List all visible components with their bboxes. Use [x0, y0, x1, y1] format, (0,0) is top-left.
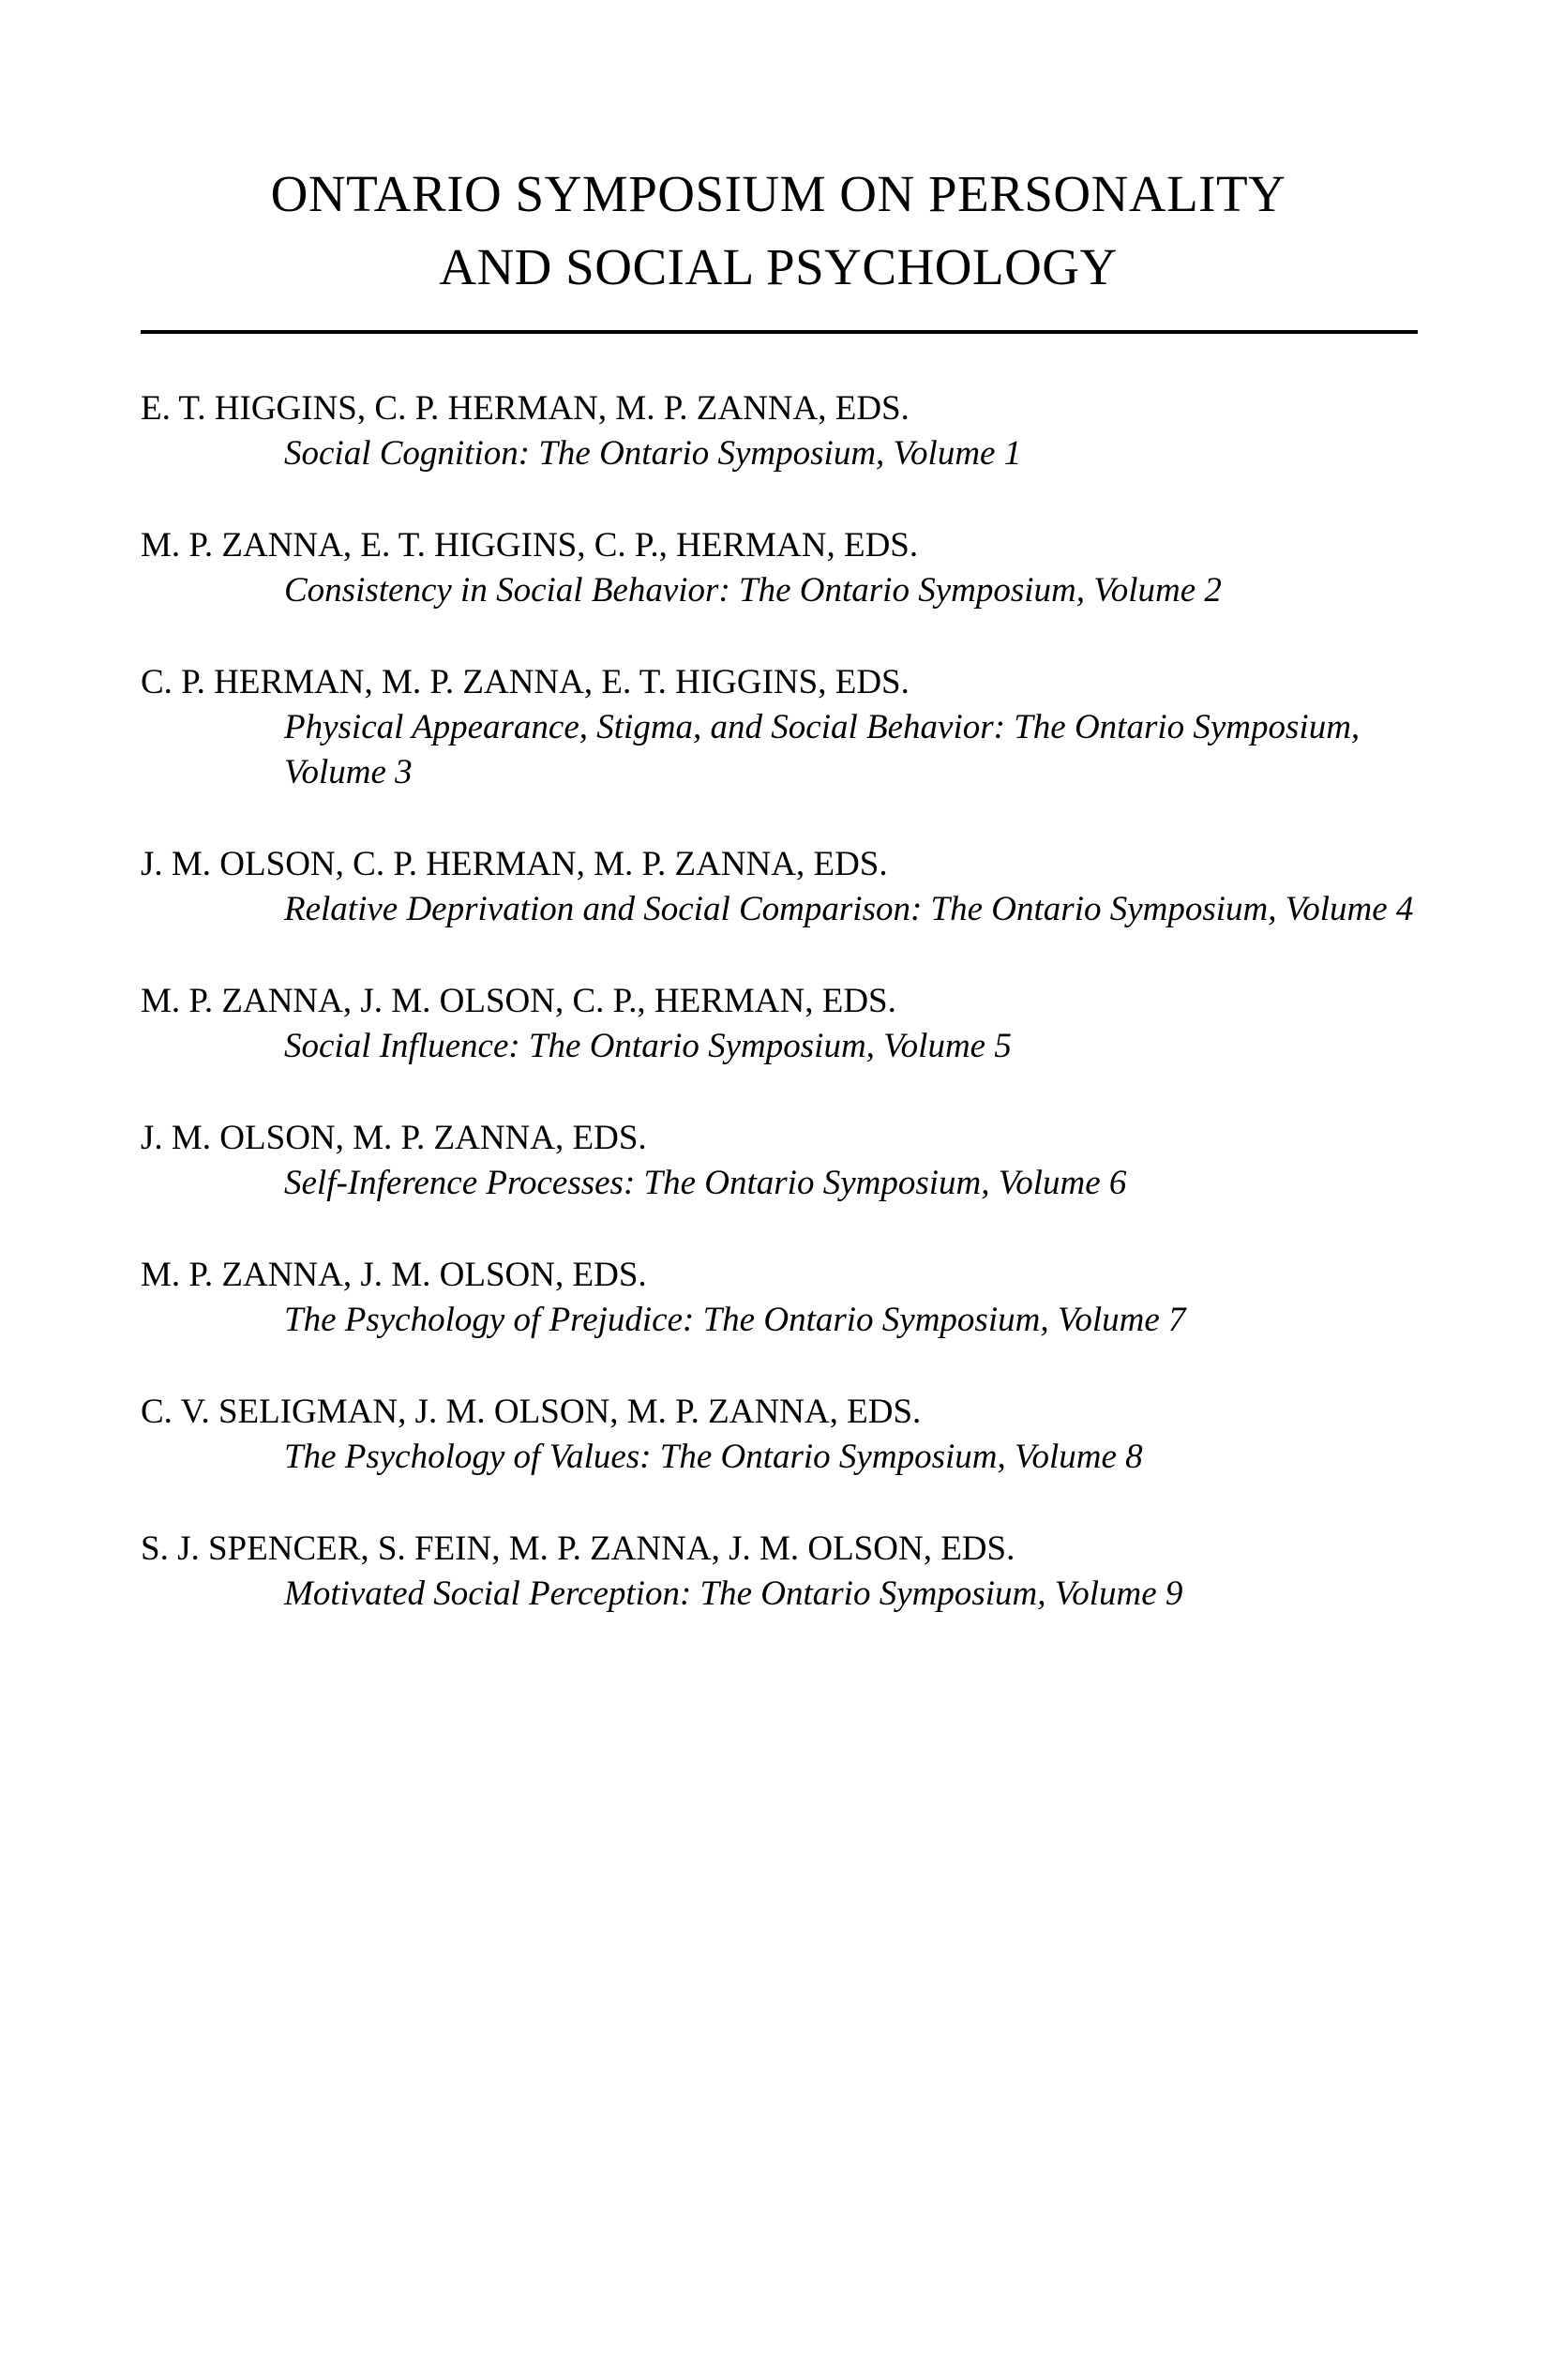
volume-list	[141, 386, 1418, 1664]
volume-title: Physical Appearance, Stigma, and Social Behavior: The Ontario Symposium, Volume 3	[284, 708, 1361, 791]
volume-entry-1	[141, 386, 1418, 476]
volume-editors: M. P. ZANNA, J. M. OLSON, C. P., HERMAN, EDS.	[141, 982, 896, 1020]
volume-entry-3	[141, 660, 1418, 795]
volume-entry-6	[141, 1116, 1418, 1206]
volume-title: The Psychology of Values: The Ontario Symposium, Volume 8	[284, 1438, 1143, 1476]
volume-editors: C. V. SELIGMAN, J. M. OLSON, M. P. ZANNA, EDS.	[141, 1393, 922, 1431]
volume-editors: C. P. HERMAN, M. P. ZANNA, E. T. HIGGINS, EDS.	[141, 663, 910, 701]
volume-title: Consistency in Social Behavior: The Ontario Symposium, Volume 2	[284, 571, 1222, 610]
volume-editors: M. P. ZANNA, J. M. OLSON, EDS.	[141, 1256, 647, 1294]
volume-editors: J. M. OLSON, C. P. HERMAN, M. P. ZANNA, EDS.	[141, 845, 888, 883]
volume-entry-9	[141, 1527, 1418, 1617]
volume-entry-5	[141, 979, 1418, 1069]
volume-editors: J. M. OLSON, M. P. ZANNA, EDS.	[141, 1119, 647, 1157]
volume-entry-2	[141, 523, 1418, 613]
volume-entry-8	[141, 1390, 1418, 1480]
volume-entry-7	[141, 1253, 1418, 1343]
series-title	[141, 158, 1416, 304]
volume-title: Self-Inference Processes: The Ontario Symposium, Volume 6	[284, 1164, 1127, 1202]
volume-editors: S. J. SPENCER, S. FEIN, M. P. ZANNA, J. M. OLSON, EDS.	[141, 1529, 1015, 1568]
volume-title: Social Influence: The Ontario Symposium, Volume 5	[284, 1027, 1012, 1065]
series-title-line-1: ONTARIO SYMPOSIUM ON PERSONALITY	[270, 165, 1286, 222]
volume-title: The Psychology of Prejudice: The Ontario Symposium, Volume 7	[284, 1301, 1186, 1339]
volume-title: Motivated Social Perception: The Ontario Symposium, Volume 9	[284, 1574, 1183, 1613]
volume-title: Social Cognition: The Ontario Symposium, Volume 1	[284, 434, 1022, 473]
volume-entry-4	[141, 842, 1418, 932]
title-divider-rule	[141, 330, 1418, 334]
volume-editors: E. T. HIGGINS, C. P. HERMAN, M. P. ZANNA, EDS.	[141, 389, 910, 428]
volume-title: Relative Deprivation and Social Comparison: The Ontario Symposium, Volume 4	[284, 890, 1414, 928]
volume-editors: M. P. ZANNA, E. T. HIGGINS, C. P., HERMAN, EDS.	[141, 526, 919, 565]
series-title-line-2: AND SOCIAL PSYCHOLOGY	[439, 238, 1118, 295]
